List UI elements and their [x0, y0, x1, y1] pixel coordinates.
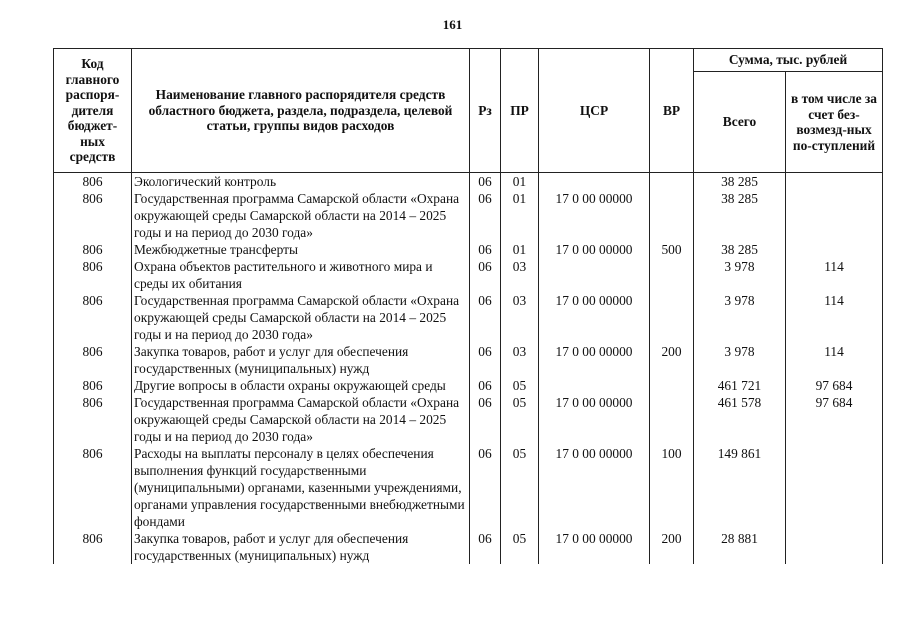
row-free	[786, 173, 883, 191]
row-code: 806	[54, 173, 132, 191]
row-free: 114	[786, 343, 883, 377]
row-code: 806	[54, 292, 132, 343]
row-name: Закупка товаров, работ и услуг для обеспечения государственных (муниципальных) нужд	[132, 530, 470, 564]
row-code: 806	[54, 343, 132, 377]
row-name: Закупка товаров, работ и услуг для обеспечения государственных (муниципальных) нужд	[132, 343, 470, 377]
table-row	[54, 445, 883, 530]
row-code: 806	[54, 190, 132, 241]
row-pr: 03	[501, 258, 539, 292]
row-vr	[650, 394, 694, 445]
row-csr	[539, 258, 650, 292]
row-pr: 05	[501, 530, 539, 564]
row-csr	[539, 377, 650, 394]
row-total: 149 861	[694, 445, 786, 530]
row-vr	[650, 173, 694, 191]
row-rz: 06	[470, 258, 501, 292]
row-total: 38 285	[694, 190, 786, 241]
row-code: 806	[54, 377, 132, 394]
row-csr: 17 0 00 00000	[539, 445, 650, 530]
row-pr: 01	[501, 190, 539, 241]
row-pr: 01	[501, 173, 539, 191]
row-rz: 06	[470, 377, 501, 394]
row-name: Экологический контроль	[132, 173, 470, 191]
row-total: 461 721	[694, 377, 786, 394]
row-code: 806	[54, 530, 132, 564]
header-pr: ПР	[501, 49, 539, 173]
table-row	[54, 173, 883, 191]
row-csr: 17 0 00 00000	[539, 343, 650, 377]
table-header	[54, 49, 883, 173]
row-pr: 05	[501, 377, 539, 394]
row-rz: 06	[470, 394, 501, 445]
table-row	[54, 394, 883, 445]
row-total: 3 978	[694, 292, 786, 343]
row-free: 114	[786, 292, 883, 343]
row-free: 114	[786, 258, 883, 292]
header-code: Код главного распоря-дителя бюджет-ных средств	[54, 49, 132, 173]
row-free	[786, 445, 883, 530]
row-name: Государственная программа Самарской области «Охрана окружающей среды Самарской области на 2014 – 2025 годы и на период до 2030 года»	[132, 394, 470, 445]
row-pr: 01	[501, 241, 539, 258]
row-name: Расходы на выплаты персоналу в целях обеспечения выполнения функций государственными (муниципальными) органами, казенными учреждениями, органами управления государственными внебюджетными фондами	[132, 445, 470, 530]
row-pr: 03	[501, 292, 539, 343]
row-rz: 06	[470, 445, 501, 530]
row-rz: 06	[470, 190, 501, 241]
row-total: 38 285	[694, 241, 786, 258]
row-free	[786, 241, 883, 258]
row-csr	[539, 173, 650, 191]
header-free: в том числе за счет без-возмезд-ных по-ступлений	[786, 72, 883, 173]
row-csr: 17 0 00 00000	[539, 530, 650, 564]
row-vr: 200	[650, 343, 694, 377]
table-row	[54, 258, 883, 292]
row-total: 461 578	[694, 394, 786, 445]
row-total: 28 881	[694, 530, 786, 564]
table-body	[54, 173, 883, 565]
row-pr: 05	[501, 445, 539, 530]
row-name: Межбюджетные трансферты	[132, 241, 470, 258]
row-free	[786, 530, 883, 564]
row-total: 3 978	[694, 343, 786, 377]
row-name: Государственная программа Самарской области «Охрана окружающей среды Самарской области на 2014 – 2025 годы и на период до 2030 года»	[132, 190, 470, 241]
table-row	[54, 530, 883, 564]
row-vr	[650, 377, 694, 394]
row-vr: 200	[650, 530, 694, 564]
row-vr	[650, 190, 694, 241]
row-free: 97 684	[786, 394, 883, 445]
row-code: 806	[54, 241, 132, 258]
row-vr	[650, 292, 694, 343]
header-name: Наименование главного распорядителя средств областного бюджета, раздела, подраздела, целевой статьи, группы видов расходов	[132, 49, 470, 173]
table-row	[54, 377, 883, 394]
budget-table	[53, 48, 883, 564]
header-rz: Рз	[470, 49, 501, 173]
table-row	[54, 343, 883, 377]
table-row	[54, 190, 883, 241]
row-free	[786, 190, 883, 241]
row-code: 806	[54, 445, 132, 530]
row-csr: 17 0 00 00000	[539, 241, 650, 258]
table-row	[54, 241, 883, 258]
row-csr: 17 0 00 00000	[539, 292, 650, 343]
row-rz: 06	[470, 343, 501, 377]
row-csr: 17 0 00 00000	[539, 190, 650, 241]
row-name: Другие вопросы в области охраны окружающей среды	[132, 377, 470, 394]
header-vr: ВР	[650, 49, 694, 173]
row-rz: 06	[470, 241, 501, 258]
row-pr: 05	[501, 394, 539, 445]
row-name: Государственная программа Самарской области «Охрана окружающей среды Самарской области на 2014 – 2025 годы и на период до 2030 года»	[132, 292, 470, 343]
row-vr	[650, 258, 694, 292]
row-rz: 06	[470, 292, 501, 343]
row-vr: 100	[650, 445, 694, 530]
row-code: 806	[54, 394, 132, 445]
row-total: 3 978	[694, 258, 786, 292]
row-name: Охрана объектов растительного и животного мира и среды их обитания	[132, 258, 470, 292]
row-total: 38 285	[694, 173, 786, 191]
page-number: 161	[442, 17, 463, 32]
header-sum-group: Сумма, тыс. рублей	[694, 49, 883, 72]
row-free: 97 684	[786, 377, 883, 394]
header-csr: ЦСР	[539, 49, 650, 173]
header-total: Всего	[694, 72, 786, 173]
row-vr: 500	[650, 241, 694, 258]
row-rz: 06	[470, 173, 501, 191]
row-csr: 17 0 00 00000	[539, 394, 650, 445]
row-code: 806	[54, 258, 132, 292]
row-rz: 06	[470, 530, 501, 564]
row-pr: 03	[501, 343, 539, 377]
table-row	[54, 292, 883, 343]
